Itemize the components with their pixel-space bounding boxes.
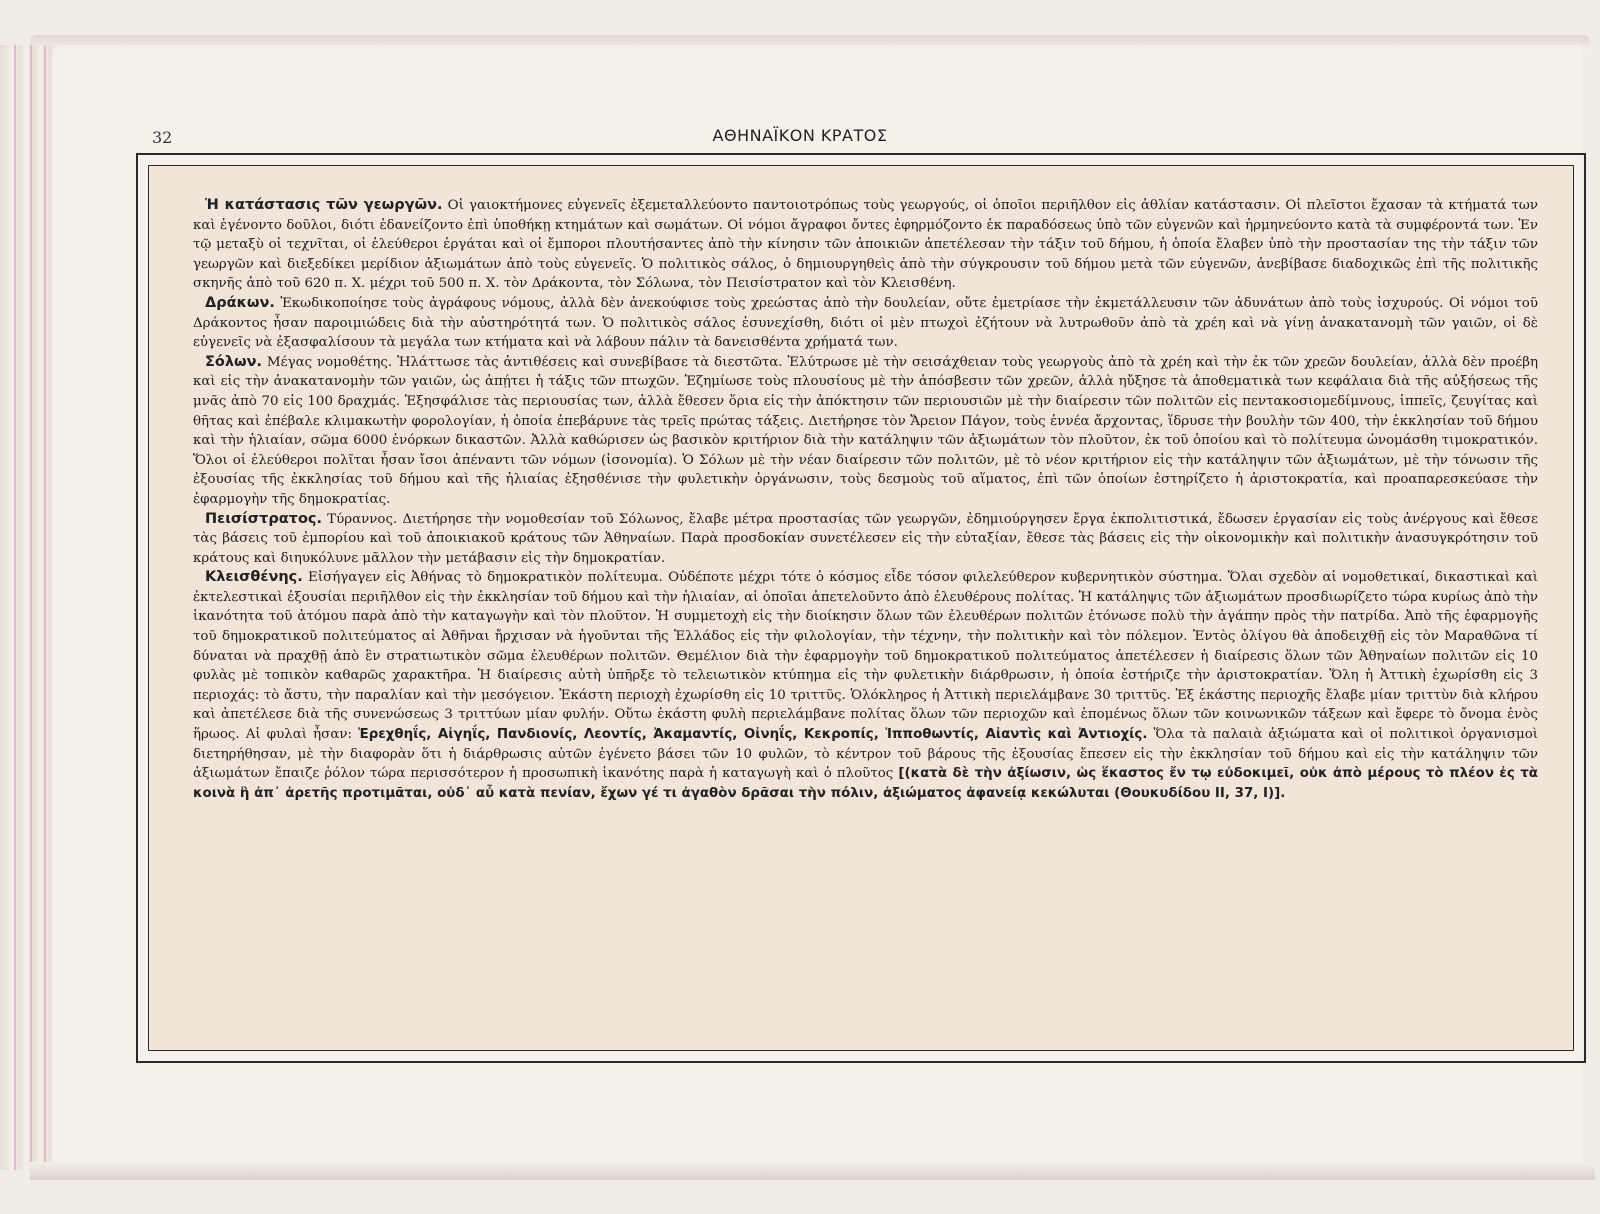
- running-title: ΑΘΗΝΑΪΚΟΝ ΚΡΑΤΟΣ: [712, 126, 888, 145]
- paragraph-text: Οἱ γαιοκτήμονες εὐγενεῖς ἐξεμεταλλεύοντο παντοιοτρόπως τοὺς γεωργούς, οἱ ὁποῖοι περιῆλθον εἰς ἀθλίαν κατάστασιν. Οἱ πλεῖστοι ἔχασαν τὰ κτήματά των καὶ ἐγένοντο δοῦλοι, διότι ἐδανείζοντο ἐπὶ ὑποθήκῃ κτημάτων καὶ σωμάτων. Οἱ νόμοι ἄγραφοι ὄντες ἐφηρμόζοντο ἐκ παραδόσεως ὑπὸ τῶν εὐγενῶν καὶ ἡρμηνεύοντο κατὰ τὰ συμφέροντά των. Ἐν τῷ μεταξὺ οἱ τεχνῖται, οἱ ἐλεύθεροι ἐργάται καὶ οἱ ἔμποροι πλουτήσαντες ἀπὸ τὴν κίνησιν τῶν ἀποικιῶν ἀπετέλεσαν τὴν τάξιν τοῦ δήμου, ἡ ὁποία ἔλαβεν ὑπὸ τὴν προστασίαν της τὴν τάξιν τῶν γεωργῶν καὶ διεξεδίκει μερίδιον ἀξιωμάτων ἀπὸ τοὺς εὐγενεῖς. Ὁ πολιτικὸς σάλος, ὁ δημιουργηθεὶς ἀπὸ τὴν σύγκρουσιν τοῦ δήμου μετὰ τῶν εὐγενῶν, ἀνεβίβασε διαδοχικῶς ἐπὶ τῆς πολιτικῆς σκηνῆς ἀπὸ τοῦ 620 π. Χ. μέχρι τοῦ 500 π. Χ. τὸν Δράκοντα, τὸν Σόλωνα, τὸν Πεισίστρατον καὶ τὸν Κλεισθένη.: [193, 198, 1538, 292]
- section-heading: Δράκων.: [205, 294, 275, 311]
- page-number: 32: [152, 128, 173, 147]
- section-heading: Κλεισθένης.: [205, 569, 303, 586]
- page-bottom-edge: [30, 1162, 1595, 1180]
- thucydides-quote: [(κατὰ δὲ τὴν ἀξίωσιν, ὡς ἕκαστος ἔν τῳ εὐδοκιμεῖ, οὐκ ἀπὸ μέρους τὸ πλέον ἐς τὰ κοινὰ ἢ ἀπ᾽ ἀρετῆς προτιμᾶται, οὐδ᾽ αὖ κατὰ πενίαν, ἔχων γέ τι ἀγαθὸν δρᾶσαι τὴν πόλιν, ἀξιώματος ἀφανείᾳ κεκώλυται (Θουκυδίδου ΙΙ, 37, Ι)].: [193, 766, 1538, 801]
- paragraph-kleisthenes: [193, 568, 1538, 803]
- page-stack-edge: [0, 45, 60, 1170]
- paragraph-peisistratos: [193, 510, 1538, 569]
- paragraph-text: Τύραννος. Διετήρησε τὴν νομοθεσίαν τοῦ Σόλωνος, ἔλαβε μέτρα προστασίας τῶν γεωργῶν, ἐδημιούργησεν ἔργα ἐκπολιτιστικά, ἔδωσεν ἐργασίαν εἰς τοὺς ἀνέργους καὶ ἔθεσε τὰς βάσεις τοῦ ἐμπορίου καὶ τοῦ ἀποικιακοῦ κράτους τῶν Ἀθηναίων. Παρὰ προσδοκίαν συνετέλεσεν εἰς τὴν εὐταξίαν, ἔθεσε τὰς βάσεις εἰς τὴν οἰκονομικὴν καὶ πολιτικὴν ἀνασυγκρότησιν τοῦ κράτους καὶ διηυκόλυνε μᾶλλον τὴν μετάβασιν εἰς τὴν δημοκρατίαν.: [193, 511, 1538, 566]
- paragraph-georgoi: [193, 196, 1538, 294]
- paragraph-text: Ἐκωδικοποίησε τοὺς ἀγράφους νόμους, ἀλλὰ δὲν ἀνεκούφισε τοὺς χρεώστας ἀπὸ τὴν δουλείαν, οὔτε ἐμετρίασε τὴν ἐκμετάλλευσιν τῶν ἀδυνάτων ἀπὸ τοὺς ἰσχυρούς. Οἱ νόμοι τοῦ Δράκοντος ἦσαν παροιμιώδεις διὰ τὴν αὐστηρότητά των. Ὁ πολιτικὸς σάλος ἐσυνεχίσθη, διότι οἱ μὲν πτωχοὶ ἐζήτουν νὰ λυτρωθοῦν ἀπὸ τὰ χρέη καὶ νὰ γίνῃ ἀνακατανομὴ τῶν γαιῶν, οἱ δὲ εὐγενεῖς νὰ ἐξασφαλίσουν τὰ μεγάλα των κτήματα καὶ νὰ λάβουν πάλιν τὰ δανεισθέντα χρήματά των.: [193, 295, 1538, 351]
- text-block: [193, 196, 1538, 803]
- paragraph-text-continued: Ὅλα τὰ παλαιὰ ἀξιώματα καὶ οἱ πολιτικοὶ ὀργανισμοὶ διετηρήθησαν, μὲ τὴν διαφορὰν ὅτι ἡ διάρθρωσις αὐτῶν ἐγένετο βάσει τῶν 10 φυλῶν, τὸ κέντρον τοῦ βάρους τῆς ἐξουσίας ἔπεσεν εἰς τὴν ἐκκλησίαν τοῦ δήμου καὶ εἰς τὴν κατάληψιν τῶν ἀξιωμάτων ἔπαιζε ῥόλον τώρα περισσότερον ἡ προσωπικὴ ἱκανότης παρὰ ἡ καταγωγὴ καὶ ὁ πλοῦτος: [193, 727, 1539, 782]
- section-heading: Πεισίστρατος.: [205, 510, 323, 527]
- section-heading: Ἡ κατάστασις τῶν γεωργῶν.: [205, 197, 443, 213]
- section-heading: Σόλων.: [205, 353, 263, 370]
- tribes-list: Ἐρεχθηΐς, Αἰγηΐς, Πανδιονίς, Λεοντίς, Ἀκαμαντίς, Οἰνηΐς, Κεκροπίς, Ἱπποθωντίς, Αἰαντὶς καὶ Ἀντιοχίς.: [358, 727, 1148, 743]
- paragraph-drakon: [193, 294, 1538, 353]
- paragraph-solon: [193, 353, 1538, 510]
- paragraph-text: Εἰσήγαγεν εἰς Ἀθήνας τὸ δημοκρατικὸν πολίτευμα. Οὐδέποτε μέχρι τότε ὁ κόσμος εἶδε τόσον φιλελεύθερον κυβερνητικὸν σύστημα. Ὅλαι σχεδὸν αἱ νομοθετικαί, δικαστικαὶ καὶ ἐκτελεστικαὶ ἐξουσίαι περιῆλθον εἰς τὴν ἐκκλησίαν τοῦ δήμου καὶ τὴν ἡλιαίαν, αἱ ὁποῖαι ἀπετελοῦντο ἀπὸ ἐλευθέρους πολίτας. Ἡ κατάληψις τῶν ἀξιωμάτων προσδιωρίζετο τώρα κυρίως ἀπὸ τὴν ἱκανότητα τοῦ ἀτόμου παρὰ ἀπὸ τὴν καταγωγὴν καὶ τὸν πλοῦτον. Ἡ συμμετοχὴ εἰς τὴν διοίκησιν ὅλων τῶν ἐλευθέρων πολιτῶν ἐτόνωσε πολὺ τὴν ἀγάπην πρὸς τὴν πατρίδα. Ἀπὸ τῆς ἐφαρμογῆς τοῦ δημοκρατικοῦ πολιτεύματος αἱ Ἀθῆναι ἤρχισαν νὰ ἡγοῦνται τῆς Ἑλλάδος εἰς τὴν φιλολογίαν, τὴν τέχνην, τὴν πολιτικὴν καὶ τὸν πόλεμον. Ἐντὸς ὀλίγου θὰ ἀποδειχθῇ εἰς τὸν Μαραθῶνα τί δύναται νὰ πραχθῇ ἀπὸ ἓν στρατιωτικὸν σῶμα ἐλευθέρων πολιτῶν. Θεμέλιον διὰ τὴν ἐφαρμογὴν τοῦ δημοκρατικοῦ πολιτεύματος ἀπετέλεσεν ἡ διαίρεσις ὅλων τῶν Ἀθηναίων πολιτῶν εἰς 10 φυλὰς μὲ τοπικὸν καθαρῶς χαρακτῆρα. Ἡ διαίρεσις αὐτὴ ὑπῆρξε τὸ τελειωτικὸν κτύπημα εἰς τὴν φυλετικὴν διάρθρωσιν, ἡ ὁποία ἐστήριζε τὴν ἀριστοκρατίαν. Ὅλη ἡ Ἀττικὴ ἐχωρίσθη εἰς 3 περιοχάς: τὸ ἄστυ, τὴν παραλίαν καὶ τὴν μεσόγειον. Ἑκάστη περιοχὴ ἐχωρίσθη εἰς 10 τριττῦς. Ὁλόκληρος ἡ Ἀττικὴ περιελάμβανε 30 τριττῦς. Ἐξ ἑκάστης περιοχῆς ἔλαβε μίαν τριττὺν διὰ κλήρου καὶ ἀπετέλεσε διὰ τῆς συνενώσεως 3 τριττύων μίαν φυλήν. Οὕτω ἑκάστη φυλὴ περιελάμβανε πολίτας ὅλων τῶν περιοχῶν καὶ ἑπομένως ὅλων τῶν κοινωνικῶν τάξεων καὶ ἔφερε τὸ ὄνομα ἑνὸς ἥρωος. Αἱ φυλαὶ ἦσαν:: [193, 570, 1538, 743]
- paragraph-text: Μέγας νομοθέτης. Ἠλάττωσε τὰς ἀντιθέσεις καὶ συνεβίβασε τὰ διεστῶτα. Ἐλύτρωσε μὲ τὴν σεισάχθειαν τοὺς γεωργοὺς ἀπὸ τὰ χρέη καὶ τὴν ἐκ τῶν χρεῶν δουλείαν, ἀλλὰ δὲν προέβη καὶ εἰς τὴν ἀνακατανομὴν τῶν γαιῶν, ὡς ἀπῄτει ἡ τάξις τῶν πτωχῶν. Ἐζημίωσε τοὺς πλουσίους μὲ τὴν ἀπόσβεσιν τῶν χρεῶν, ἀλλὰ ηὔξησε τὰ ἀποθεματικὰ των κεφάλαια διὰ τῆς αὐξήσεως τῆς μνᾶς ἀπὸ 70 εἰς 100 δραχμάς. Ἐξησφάλισε τὰς περιουσίας των, ἀλλὰ ἔθεσεν ὅρια εἰς τὴν ἀπόκτησιν τῶν περιουσιῶν μὲ τὴν διαίρεσιν τῶν πολιτῶν εἰς πεντακοσιομεδίμνους, ἱππεῖς, ζευγίτας καὶ θῆτας καὶ ἐπέβαλε κλιμακωτὴν φορολογίαν, ἡ ὁποία ἐπεβάρυνε τὰς τρεῖς πρώτας τάξεις. Διετήρησε τὸν Ἄρειον Πάγον, τοὺς ἐννέα ἄρχοντας, ἵδρυσε τὴν βουλὴν τῶν 400, τὴν ἐκκλησίαν τοῦ δήμου καὶ τὴν ἡλιαίαν, σῶμα 6000 ἐνόρκων δικαστῶν. Ἀλλὰ καθώρισεν ὡς βασικὸν κριτήριον διὰ τὴν κατάληψιν τῶν ἀξιωμάτων τὸν πλοῦτον, ἐκ τοῦ ὁποίου καὶ τὸ πολίτευμα ὠνομάσθη τιμοκρατικόν. Ὅλοι οἱ ἐλεύθεροι πολῖται ἦσαν ἴσοι ἀπέναντι τῶν νόμων (ἰσονομία). Ὁ Σόλων μὲ τὴν νέαν διαίρεσιν τῶν πολιτῶν, μὲ τὸ νέον κριτήριον εἰς τὴν κατάληψιν τῶν ἀξιωμάτων, μὲ τὴν τόνωσιν τῆς ἐξουσίας τῆς ἐκκλησίας τοῦ δήμου καὶ τῆς ἡλιαίας ἐξησθένισε τὴν φυλετικὴν ὀργάνωσιν, τοὺς δεσμοὺς τοῦ αἵματος, ἐπὶ τῶν ὁποίων ἐστηρίζετο ἡ ἀριστοκρατία, καὶ προαπαρεσκεύασε τὴν ἐφαρμογὴν τῆς δημοκρατίας.: [193, 354, 1538, 507]
